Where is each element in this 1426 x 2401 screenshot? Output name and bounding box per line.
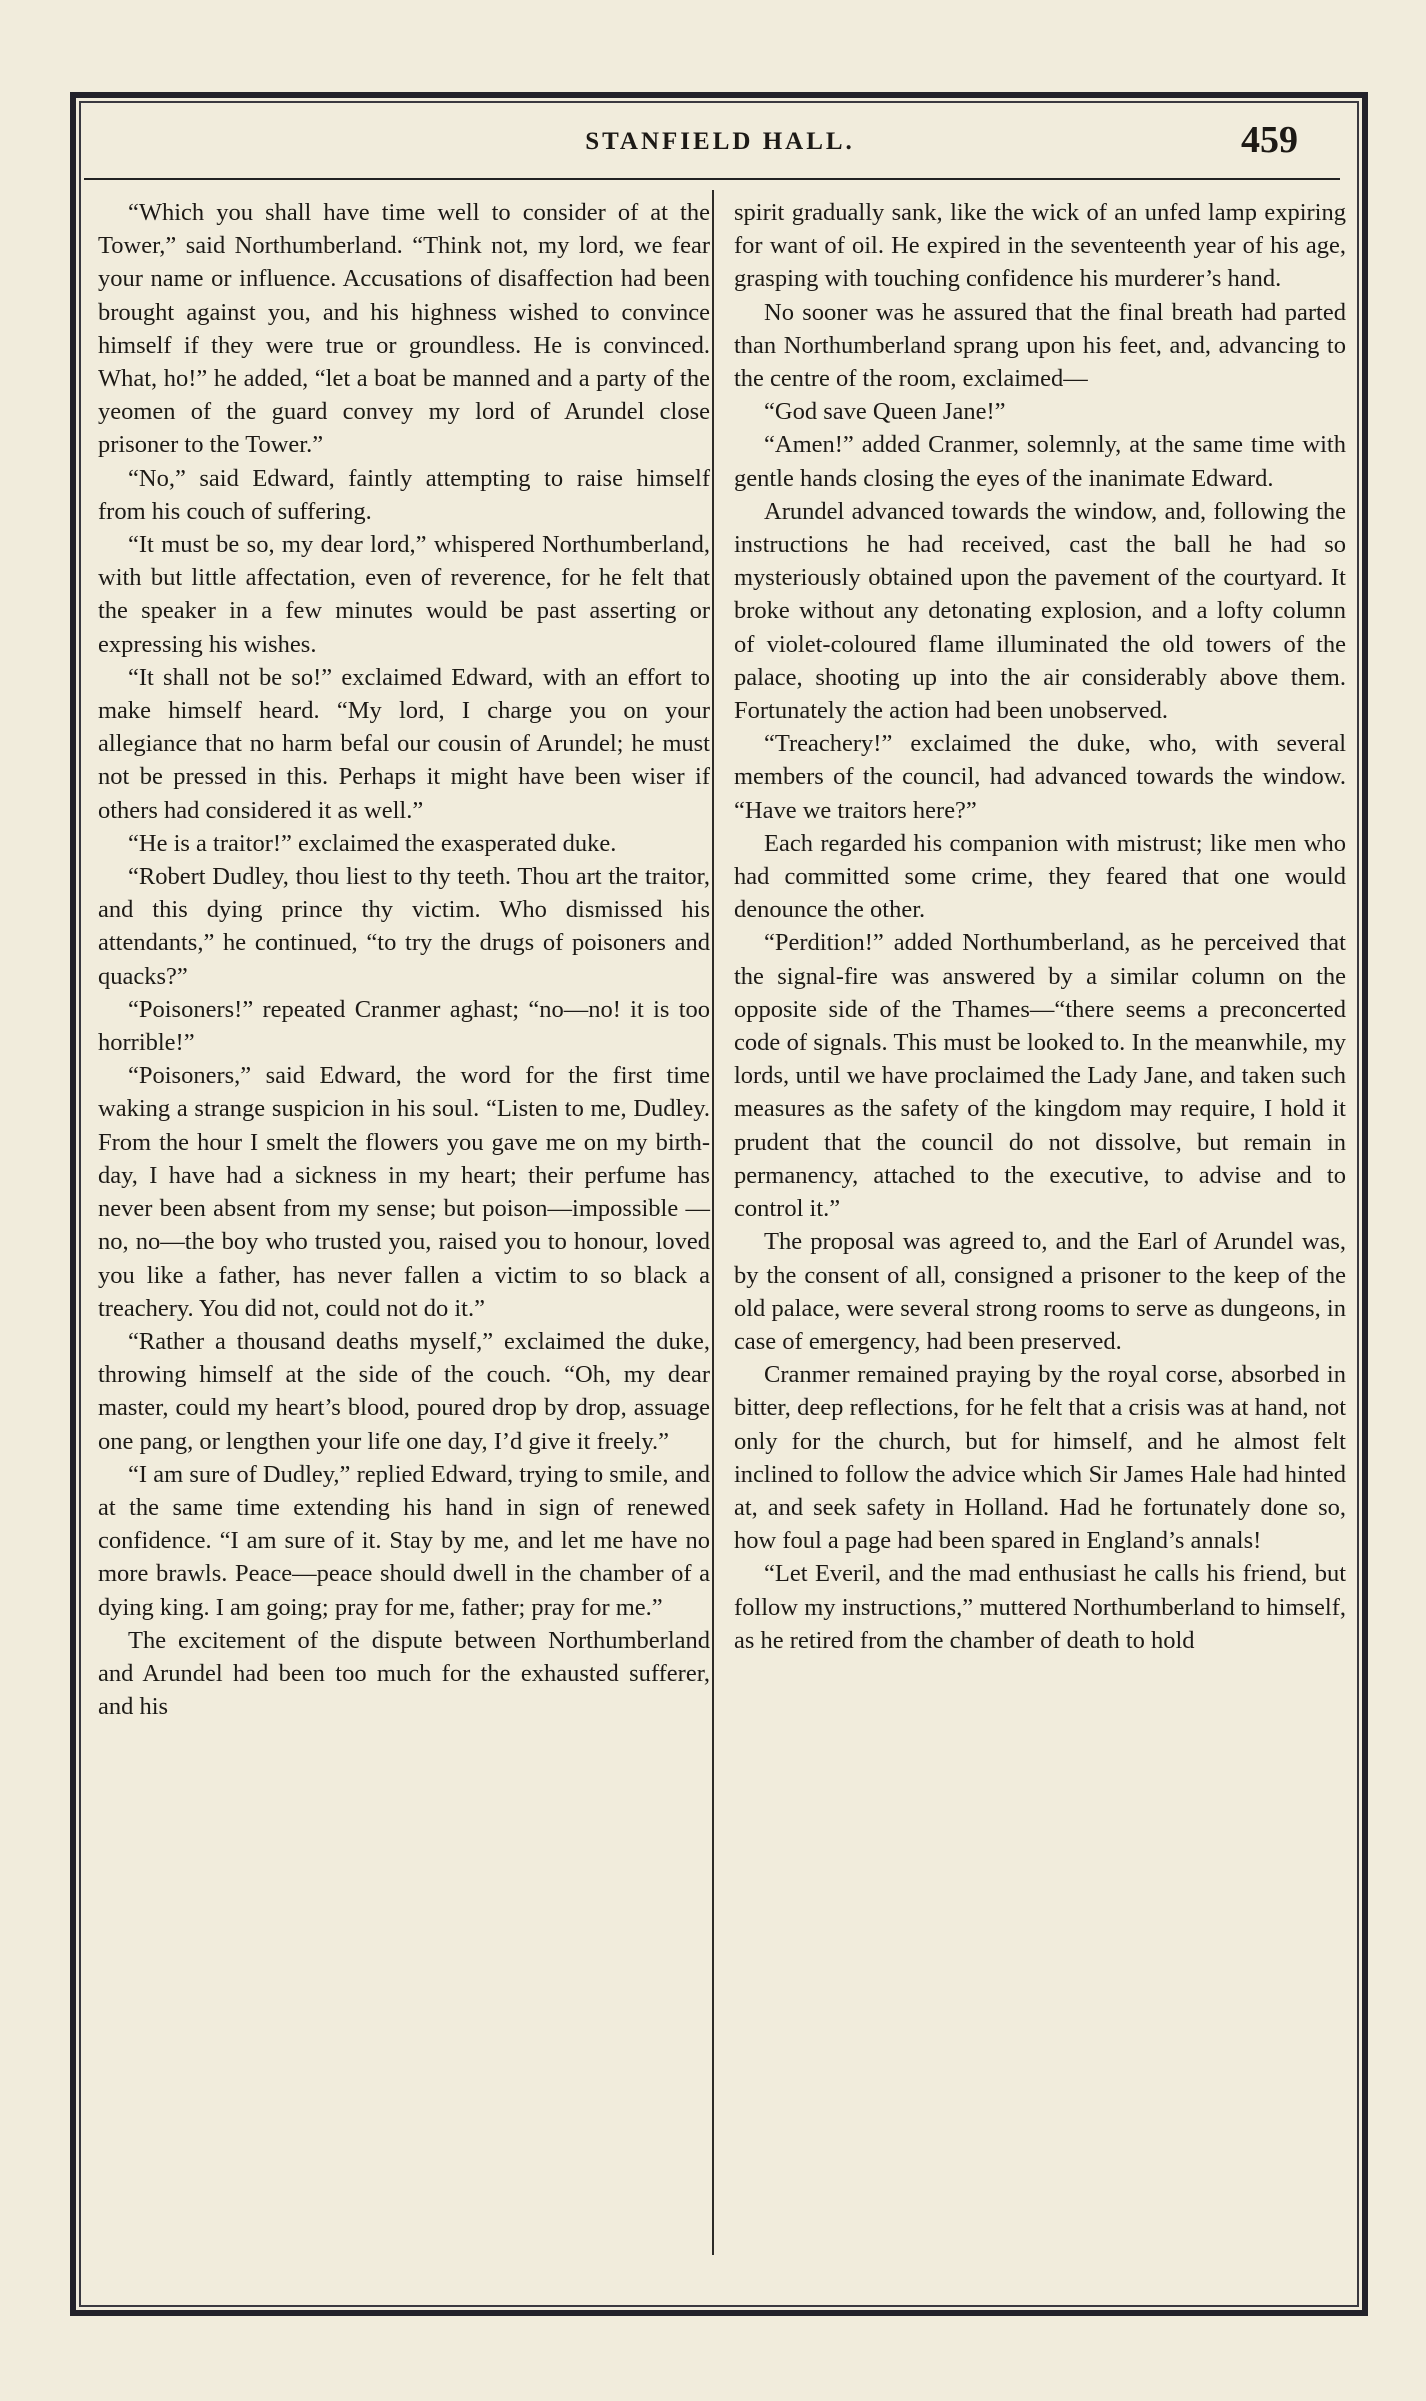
left-column (98, 196, 710, 2276)
page-header (100, 118, 1340, 178)
paragraph: “Let Everil, and the mad enthusiast he calls his friend, but follow my instructions,” muttered Northumberland to himself, as he retired from the chamber of death to hold (734, 1560, 1346, 1654)
header-rule (84, 178, 1340, 180)
paragraph: “No,” said Edward, faintly attempting to raise himself from his couch of suffering. (98, 464, 710, 525)
paragraph: “Treachery!” exclaimed the duke, who, with several members of the council, had advanced towards the window. “Have we traitors here?” (734, 730, 1346, 824)
paragraph: No sooner was he assured that the final breath had parted than Northumberland sprang upon his feet, and, advancing to the centre of the room, exclaimed— (734, 298, 1346, 393)
paragraph: “Perdition!” added Northumberland, as he perceived that the signal-fire was answered by a similar column on the opposite side of the Thames—“there seems a preconcerted code of signals. This must be looked to. In the meanwhile, my lords, until we have proclaimed the Lady Jane, and taken such measures as the safety of the kingdom may require, I hold it prudent that the council do not dissolve, but remain in permanency, attached to the executive, to advise and to control it.” (734, 929, 1346, 1223)
paragraph: “I am sure of Dudley,” replied Edward, trying to smile, and at the same time extending his hand in sign of renewed confidence. “I am sure of it. Stay by me, and let me have no more brawls. Peace—peace should dwell in the chamber of a dying king. I am going; pray for me, father; pray for me.” (98, 1460, 710, 1621)
paragraph: “Which you shall have time well to consider of at the Tower,” said Northumberland. “Think not, my lord, we fear your name or influence. Accusations of disaffection had been brought against you, and his highness wished to convince himself if they were true or groundless. He is convinced. What, ho!” he added, “let a boat be manned and a party of the yeomen of the guard convey my lord of Arundel close prisoner to the Tower.” (98, 199, 710, 459)
paragraph: Cranmer remained praying by the royal corse, absorbed in bitter, deep reflections, for he felt that a crisis was at hand, not only for the church, but for himself, and he almost felt inclined to follow the advice which Sir James Hale had hinted at, and seek safety in Holland. Had he fortunately done so, how foul a page had been spared in England’s annals! (734, 1361, 1346, 1555)
paragraph: “God save Queen Jane!” (764, 398, 1006, 426)
paragraph: The excitement of the dispute between Northumberland and Arundel had been too much for the exhausted sufferer, and his (98, 1626, 710, 1721)
paragraph: The proposal was agreed to, and the Earl of Arundel was, by the consent of all, consigned a prisoner to the keep of the old palace, were several strong rooms to serve as dungeons, in case of emergency, had been preserved. (734, 1228, 1346, 1355)
paragraph: “Poisoners,” said Edward, the word for the first time waking a strange suspicion in his soul. “Listen to me, Dudley. From the hour I smelt the flowers you gave me on my birth-day, I have had a sickness in my heart; their perfume has never been absent from my sense; but poison—impossible —no, no—the boy who trusted you, raised you to honour, loved you like a father, has never fallen a victim to so black a treachery. You did not, could not do it.” (98, 1062, 710, 1322)
column-divider (712, 190, 714, 2255)
paragraph: spirit gradually sank, like the wick of an unfed lamp expiring for want of oil. He expired in the seventeenth year of his age, grasping with touching confidence his murderer’s hand. (734, 199, 1346, 293)
paragraph: “Poisoners!” repeated Cranmer aghast; “no—no! it is too horrible!” (98, 995, 710, 1057)
paragraph: “Rather a thousand deaths myself,” exclaimed the duke, throwing himself at the side of the couch. “Oh, my dear master, could my heart’s blood, poured drop by drop, assuage one pang, or lengthen your life one day, I’d give it freely.” (98, 1327, 710, 1455)
paragraph: “It shall not be so!” exclaimed Edward, with an effort to make himself heard. “My lord, I charge you on your allegiance that no harm befal our cousin of Arundel; he must not be pressed in this. Perhaps it might have been wiser if others had considered it as well.” (98, 663, 710, 824)
paragraph: Arundel advanced towards the window, and, following the instructions he had received, cast the ball he had so mysteriously obtained upon the pavement of the courtyard. It broke without any detonating explosion, and a lofty column of violet-coloured flame illuminated the old towers of the palace, shooting up into the air considerably above them. Fortunately the action had been unobserved. (734, 497, 1346, 725)
paragraph: Each regarded his companion with mistrust; like men who had committed some crime, they feared that one would denounce the other. (734, 829, 1346, 924)
paragraph: “Robert Dudley, thou liest to thy teeth. Thou art the traitor, and this dying prince thy victim. Who dismissed his attendants,” he continued, “to try the drugs of poisoners and quacks?” (98, 863, 710, 990)
paragraph: “Amen!” added Cranmer, solemnly, at the same time with gentle hands closing the eyes of the inanimate Edward. (734, 431, 1346, 492)
right-column (734, 196, 1346, 2276)
page-number: 459 (1241, 119, 1298, 161)
paragraph: “It must be so, my dear lord,” whispered Northumberland, with but little affectation, even of reverence, for he felt that the speaker in a few minutes would be past asserting or expressing his wishes. (98, 531, 710, 658)
paragraph: “He is a traitor!” exclaimed the exasperated duke. (128, 829, 617, 857)
running-title: STANFIELD HALL. (585, 128, 855, 155)
